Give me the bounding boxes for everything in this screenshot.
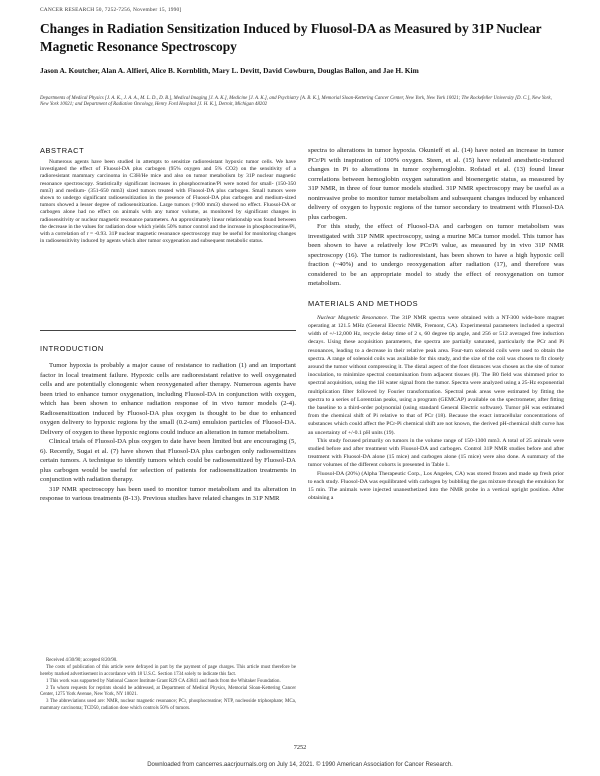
download-note: Downloaded from cancerres.aacrjournals.org on July 14, 2021. © 1990 American Association for Cancer Research. <box>147 762 453 768</box>
methods-nmr-paragraph <box>308 314 564 437</box>
intro-continued-paragraph: For this study, the effect of Fluosol-DA and carbogen on tumor metabolism was investigated with 31P NMR spectroscopy, using a murine MCa tumor model. This tumor has been shown to have a relatively low PCr/Pi value, as measured by in vivo 31P NMR spectroscopy (16). The tumor is radioresistant, has been shown to have a high hypoxic cell fraction (~40%) and to undergo reoxygenation after radiation (17), and therefore was considered to be an appropriate model to study the effect of reoxygenation on tumor metabolism. <box>308 223 564 288</box>
methods-heading: MATERIALS AND METHODS <box>308 298 419 308</box>
intro-continued-paragraph: spectra to alterations in tumor hypoxia. Okunieff et al. (14) have noted an increase in tumor PCr/Pi with inspiration of 100% oxygen. Steen, et al. (15) have related anesthetic-induced changes in Pi to alterations in tumor oxyhemoglobin. Rofstad et al. (13) found linear correlations between hemoglobin oxygen saturation and bioenergetic status, as measured by 31P NMR, in three of four tumor models studied. 31P NMR spectroscopy may be useful as a noninvasive probe to monitor tumor metabolism and subsequent changes induced by enhanced delivery of oxygen to hypoxic regions of the tumor secondary to treatment with Fluosol-DA plus carbogen. <box>308 147 564 221</box>
page-number: 7252 <box>293 744 307 751</box>
abstract-text: Numerous agents have been studied in attempts to sensitize radioresistant hypoxic tumor cells. We have investigated the effect of Fluosol-DA plus carbogen (95% oxygen and 5% CO2) on the sensitivity of a radioresistant mammary carcinoma in C3H/He mice and also on tumor metabolism by 31P nuclear magnetic resonance spectroscopy. Statistically significant increases in phosphocreatine/Pi were noted for small- (150-350 mm3) and medium- (351-650 mm3) sized tumors treated with Fluosol-DA plus carbogen. Small tumors were shown to undergo significant radiosensitization in the presence of Fluosol-DA plus carbogen and medium-sized tumors showed a lesser degree of radiosensitization. Large tumors (>900 mm3) showed no effect. Fluosol-DA or carbogen alone had no effect on animals with any tumor volume, as monitored by significant changes in radiosensitivity or nuclear magnetic resonance parameters. An approximately linear relationship was found between the decrease in the values for radiation dose which yields 50% tumor control and the increase in phosphocreatine/Pi, with a correlation of r = -0.93. 31P nuclear magnetic resonance spectroscopy may be useful for monitoring changes in radiosensitivity induced by agents which alter tumor oxygenation and subsequent metabolic status. <box>40 159 296 245</box>
methods-paragraph: Fluosol-DA (20%) (Alpha Therapeutic Corp., Los Angeles, CA) was stored frozen and made up fresh prior to each study. Fluosol-DA was equilibrated with carbogen by bubbling the gas mixture through the emulsion for 15 min. The animals were injected unanesthetized into the NMR probe in a vertical upright position. After obtaining a <box>308 470 564 502</box>
methods-subheading: Nuclear Magnetic Resonance. <box>317 314 389 321</box>
footnote: 3 The abbreviations used are: NMR, nuclear magnetic resonance; PCr, phosphocreatine; NTP, nucleoside triphosphate; MCa, mammary carcinoma; TCD50, radiation dose which controls 50% of tumors. <box>40 699 296 711</box>
introduction-heading: INTRODUCTION <box>40 344 104 353</box>
right-column <box>308 146 564 502</box>
intro-paragraph: 31P NMR spectroscopy has been used to monitor tumor metabolism and its alteration in response to various treatments (8-13). Previous studies have related changes in 31P NMR <box>40 485 296 503</box>
abstract-heading: ABSTRACT <box>40 146 85 155</box>
section-divider <box>40 330 296 331</box>
affiliations: Departments of Medical Physics [J. A. K., J. A. A., M. L. D., D. B.], Medical Imaging [J. A. K.], Medicine [J. A. K.], and Psychiatry [A. B. K.], Memorial Sloan-Kettering Cancer Center, New York, New York 10021; The Rockefeller University [D. C.], New York, New York 10021; and Department of Radiation Oncology, Henry Ford Hospital [J. H. K.], Detroit, Michigan 48202 <box>40 96 552 108</box>
methods-nmr-text: The 31P NMR spectra were obtained with a NT-300 wide-bore magnet operating at 121.5 MHz (General Electric NMR, Fremont, CA). Experimental parameters included a spectral width of +/-12,000 Hz, recycle delay time of 2 s, 60 degree tip angle, and 256 or 512 averaged free induction decays. Using these acquisition parameters, the spectra are partially saturated, particularly the PCr and Pi resonances, leading to a decrease in their relative peak area. Four-turn solenoid coils were used to obtain the spectra. A range of solenoid coils was available for this study, and the size of the coil was chosen to fit closely around the tumor without compressing it. The distal aspect of the foot distances was chosen as the site of tumor inoculation, to minimize spectral contamination from adjacent tissues (8). The B0 field was shimmed prior to spectral acquisition, using the 1H water signal from the tumor. Spectra were analyzed using a 25-Hz exponential multiplication filter followed by Fourier transformation. Spectral peak areas were estimated by fitting the spectra to a series of Lorentzian peaks, using a program (GEMCAP) available on the spectrometer, after fitting the baseline to a third-order polynomial (using standard General Electric software). Tumor pH was estimated from the chemical shift of Pi relative to that of PCr (18). Because the exact intracellular concentrations of substances which could affect the PCr-Pi chemical shift are not known, the derived pH-chemical shift curve has an uncertainty of +/-0.1 pH units (19). <box>308 314 565 436</box>
footnote: 2 To whom requests for reprints should be addressed, at Department of Medical Physics, Memorial Sloan-Kettering Cancer Center, 1275 York Avenue, New York, NY 10021. <box>40 685 296 697</box>
intro-paragraph: Tumor hypoxia is probably a major cause of resistance to radiation (1) and an important factor in local treatment failure. Hypoxic cells are radioresistant relative to well oxygenated cells and are potentially clonogenic when reoxygenated after therapy. Numerous agents have been tried to enhance tumor oxygenation, including Fluosol-DA in conjunction with oxygen, which has been shown to enhance radiation response of in vivo tumor models (2-4). Radiosensitization induced by Fluosol-DA plus oxygen is thought to be due to enhanced oxygen delivery to hypoxic regions by the small (0.2-um) emulsion particles of Fluosol-DA. Delivery of oxygen to these hypoxic regions could induce an alteration in tumor metabolism. <box>40 362 296 436</box>
footnote: The costs of publication of this article were defrayed in part by the payment of page charges. This article must therefore be hereby marked advertisement in accordance with 18 U.S.C. Section 1734 solely to indicate this fact. <box>40 665 296 677</box>
article-title: Changes in Radiation Sensitization Induced by Fluosol-DA as Measured by 31P Nuclear Magnetic Resonance Spectroscopy <box>40 21 542 54</box>
running-head: CANCER RESEARCH 50, 7252-7256, November 15, 1990] <box>40 7 182 13</box>
abstract-section <box>40 146 296 245</box>
author-list: Jason A. Koutcher, Alan A. Alfieri, Alice B. Kornblith, Mary L. Devitt, David Cowburn, Douglas Ballon, and Jae H. Kim <box>40 66 419 75</box>
introduction-section <box>40 344 296 504</box>
footnote: Received 4/30/90; accepted 8/20/90. <box>46 658 118 663</box>
footnote: 1 This work was supported by National Cancer Institute Grant R29 CA 43841 and funds from the Whitaker Foundation. <box>46 678 281 684</box>
intro-paragraph: Clinical trials of Fluosol-DA plus oxygen to date have been limited but are encouraging (5, 6). Recently, Sugai et al. (7) have shown that Fluosol-DA plus carbogen only radiosensitizes certain tumors. A technique to identify tumors which could be radiosensitized by Fluosol-DA plus carbogen would be useful for selection of patients for radiosensitization treatments in conjunction with radiation therapy. <box>40 438 296 484</box>
methods-paragraph: This study focused primarily on tumors in the volume range of 150-1300 mm3. A total of 25 animals were studied before and after treatment with Fluosol-DA and carbogen. Control 31P NMR studies before and after treatment with Fluosol-DA alone (15 mice) and carbogen alone (15 mice) were also done. A summary of the tumor volumes of the different cohorts is presented in Table 1. <box>308 437 564 469</box>
footnotes <box>40 658 296 713</box>
